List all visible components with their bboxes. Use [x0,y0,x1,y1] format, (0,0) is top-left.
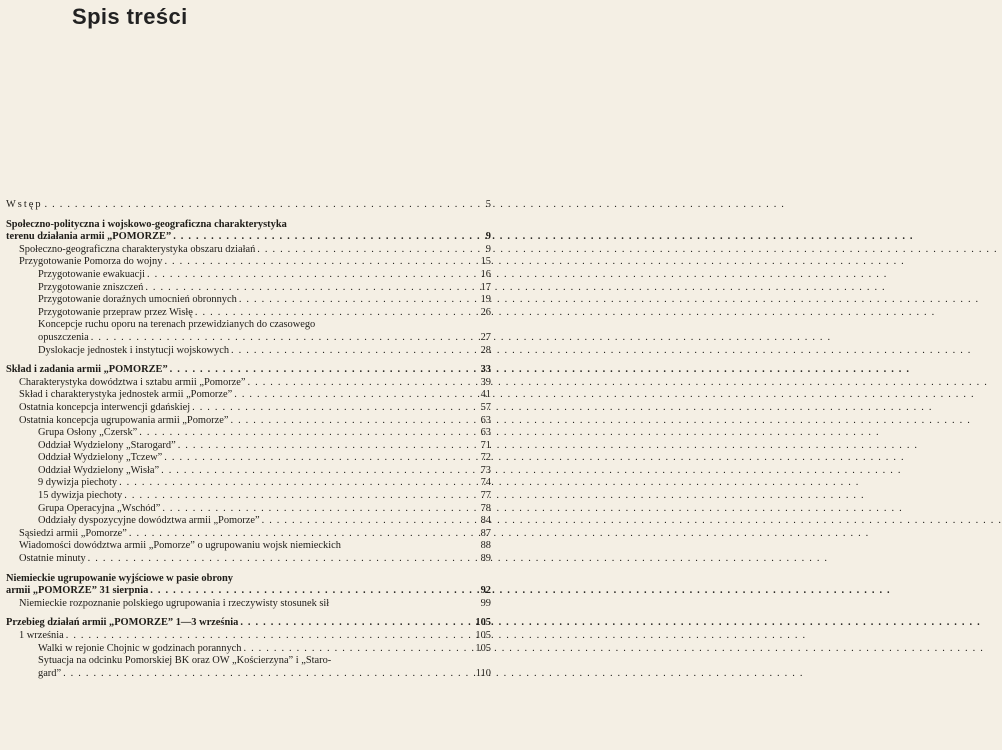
toc-page-number: 27 [480,331,491,343]
toc-entry-title-first-line: Społeczno-polityczna i wojskowo-geograficzna charakterystyka [6,218,287,230]
toc-chapter [6,364,491,377]
dot-leader [88,553,829,566]
toc-page-number: 77 [480,490,491,502]
toc-page-number: 41 [480,389,491,401]
toc-entry [19,553,491,566]
toc-entry-title: gard” [38,667,62,679]
toc-entry [19,540,491,553]
toc-entry-title-first-line: Koncepcje ruchu oporu na terenach przewidzianych do czasowego [38,319,316,331]
toc-entry-title: Niemieckie rozpoznanie polskiego ugrupowania i rzeczywisty stosunek sił [19,597,330,609]
dot-leader [161,465,902,478]
toc-entry-title: Sąsiedzi armii „Pomorze” [19,527,127,539]
table-of-contents [0,199,500,680]
dot-leader [91,332,832,345]
dot-leader [178,440,919,453]
dot-leader [164,256,905,269]
dot-leader [240,617,981,630]
toc-entry-title: terenu działania armii „POMORZE” [6,231,172,243]
toc-entry [38,655,491,680]
dot-leader [257,244,998,257]
toc-chapter [6,617,491,630]
dot-leader [243,643,984,656]
toc-page-number: 16 [480,268,491,280]
toc-page-number: 19 [480,294,491,306]
toc-entry [38,503,491,516]
toc-entry-title-first-line: Niemieckie ugrupowanie wyjściowe w pasie obrony [6,572,233,584]
toc-entry-title: Dyslokacje jednostek i instytucji wojskowych [38,344,230,356]
toc-entry-title: Skład i zadania armii „POMORZE” [6,364,168,376]
toc-entry-title: Ostatnia koncepcja interwencji gdańskiej [19,401,191,413]
toc-page-number: 87 [480,527,491,539]
toc-entry-title: Grupa Osłony „Czersk” [38,427,138,439]
toc-page-number: 74 [480,477,491,489]
toc-entry [38,490,491,503]
toc-page-number: 15 [480,256,491,268]
toc-entry-title: Oddziały dyspozycyjne dowództwa armii „Pomorze” [38,515,260,527]
toc-entry-title: Ostatnia koncepcja ugrupowania armii „Pomorze” [19,414,229,426]
dot-leader [170,364,911,377]
toc-entry [19,630,491,643]
toc-entry-title: Oddział Wydzielony „Tczew” [38,452,163,464]
toc-page-number: 88 [480,540,491,552]
dot-leader [147,269,888,282]
toc-entry-title: 9 dywizja piechoty [38,477,118,489]
dot-leader [129,528,870,541]
toc-entry-title: Grupa Operacyjna „Wschód” [38,502,161,514]
toc-page-number: 73 [480,464,491,476]
dot-leader [195,307,936,320]
dot-leader [231,345,972,358]
toc-entry [38,319,491,344]
toc-entry-title: Skład i charakterystyka jednostek armii „Pomorze” [19,389,233,401]
toc-page-number: 110 [475,667,491,679]
toc-entry-title: Przygotowanie Pomorza do wojny [19,256,163,268]
dot-leader [150,585,891,598]
toc-entry-title: Przygotowanie ewakuacji [38,268,146,280]
toc-page-number: 84 [480,515,491,527]
toc-page-number: 78 [480,502,491,514]
toc-page-number: 105 [475,630,491,641]
toc-entry [38,282,491,295]
toc-page-number: 28 [480,344,491,356]
toc-entry [38,294,491,307]
toc-entry-title: Przygotowanie przepraw przez Wisłę [38,306,193,318]
dot-leader [173,231,914,244]
toc-page-number: 89 [480,553,491,565]
toc-entry-title: 1 września [19,630,64,641]
toc-page-number: 72 [480,452,491,464]
toc-page-number: 9 [485,231,491,243]
toc-entry-title: Oddział Wydzielony „Starogard” [38,439,176,451]
toc-entry-title: armii „POMORZE” 31 sierpnia [6,585,149,597]
dot-leader [162,503,903,516]
toc-entry [19,415,491,428]
toc-chapter [6,199,491,212]
toc-entry-title: Wiadomości dowództwa armii „Pomorze” o ugrupowaniu wojsk niemieckich [19,540,341,552]
toc-entry-title: Oddział Wydzielony „Wisła” [38,464,160,476]
dot-leader [124,490,865,503]
toc-entry [19,402,491,415]
toc-entry-title: Przygotowanie zniszczeń [38,281,144,293]
toc-entry-title: Walki w rejonie Chojnic w godzinach porannych [38,642,242,654]
toc-entry [38,465,491,478]
toc-entry-title: 15 dywizja piechoty [38,490,123,502]
toc-entry-title: opuszczenia [38,331,89,343]
dot-leader [239,294,980,307]
toc-page-number: 17 [480,281,491,293]
toc-entry [38,440,491,453]
toc-entry [19,389,491,402]
toc-entry-title: Społeczno-geograficzna charakterystyka obszaru działań [19,243,256,255]
toc-entry [19,377,491,390]
toc-entry [19,528,491,541]
toc-entry [38,307,491,320]
toc-entry [19,244,491,257]
toc-entry-title: Przygotowanie doraźnych umocnień obronnych [38,294,237,306]
toc-page-number: 105 [475,617,491,629]
dot-leader [63,668,804,681]
dot-leader [230,415,971,428]
toc-page-number: 105 [475,642,491,654]
dot-leader [248,377,989,390]
toc-entry [38,477,491,490]
toc-page-number: 39 [480,376,491,388]
dot-leader [45,199,786,212]
toc-entry-title: Ostatnie minuty [19,553,86,565]
toc-page-number: 63 [480,427,491,439]
toc-entry [38,515,491,528]
toc-page-number: 71 [480,439,491,451]
toc-entry [38,345,491,358]
toc-entry [38,269,491,282]
dot-leader [66,630,807,643]
toc-page-number: 57 [480,401,491,413]
dot-leader [234,389,975,402]
toc-page-number: 26 [480,306,491,318]
dot-leader [139,427,880,440]
toc-chapter [6,219,491,244]
dot-leader [262,515,1002,528]
toc-page-number: 63 [480,414,491,426]
page-title: Spis treści [72,4,188,29]
toc-entry-title: Charakterystyka dowództwa i sztabu armii „Pomorze” [19,376,246,388]
toc-page-number: 9 [485,243,491,255]
toc-page-number: 5 [485,199,491,210]
toc-entry-title: Przebieg działań armii „POMORZE” 1—3 września [6,617,239,629]
dot-leader [192,402,933,415]
toc-page-number: 33 [480,364,491,376]
toc-entry [19,598,491,611]
toc-entry-title: Wstęp [6,199,43,210]
toc-entry [38,427,491,440]
toc-entry [38,452,491,465]
dot-leader [145,282,886,295]
toc-chapter [6,573,491,598]
toc-page-number: 92 [480,585,491,597]
dot-leader [164,452,905,465]
toc-entry-title-first-line: Sytuacja na odcinku Pomorskiej BK oraz OW „Kościerzyna” i „Staro- [38,655,332,667]
toc-page-number: 99 [480,597,491,609]
toc-entry [19,256,491,269]
toc-entry [38,643,491,656]
